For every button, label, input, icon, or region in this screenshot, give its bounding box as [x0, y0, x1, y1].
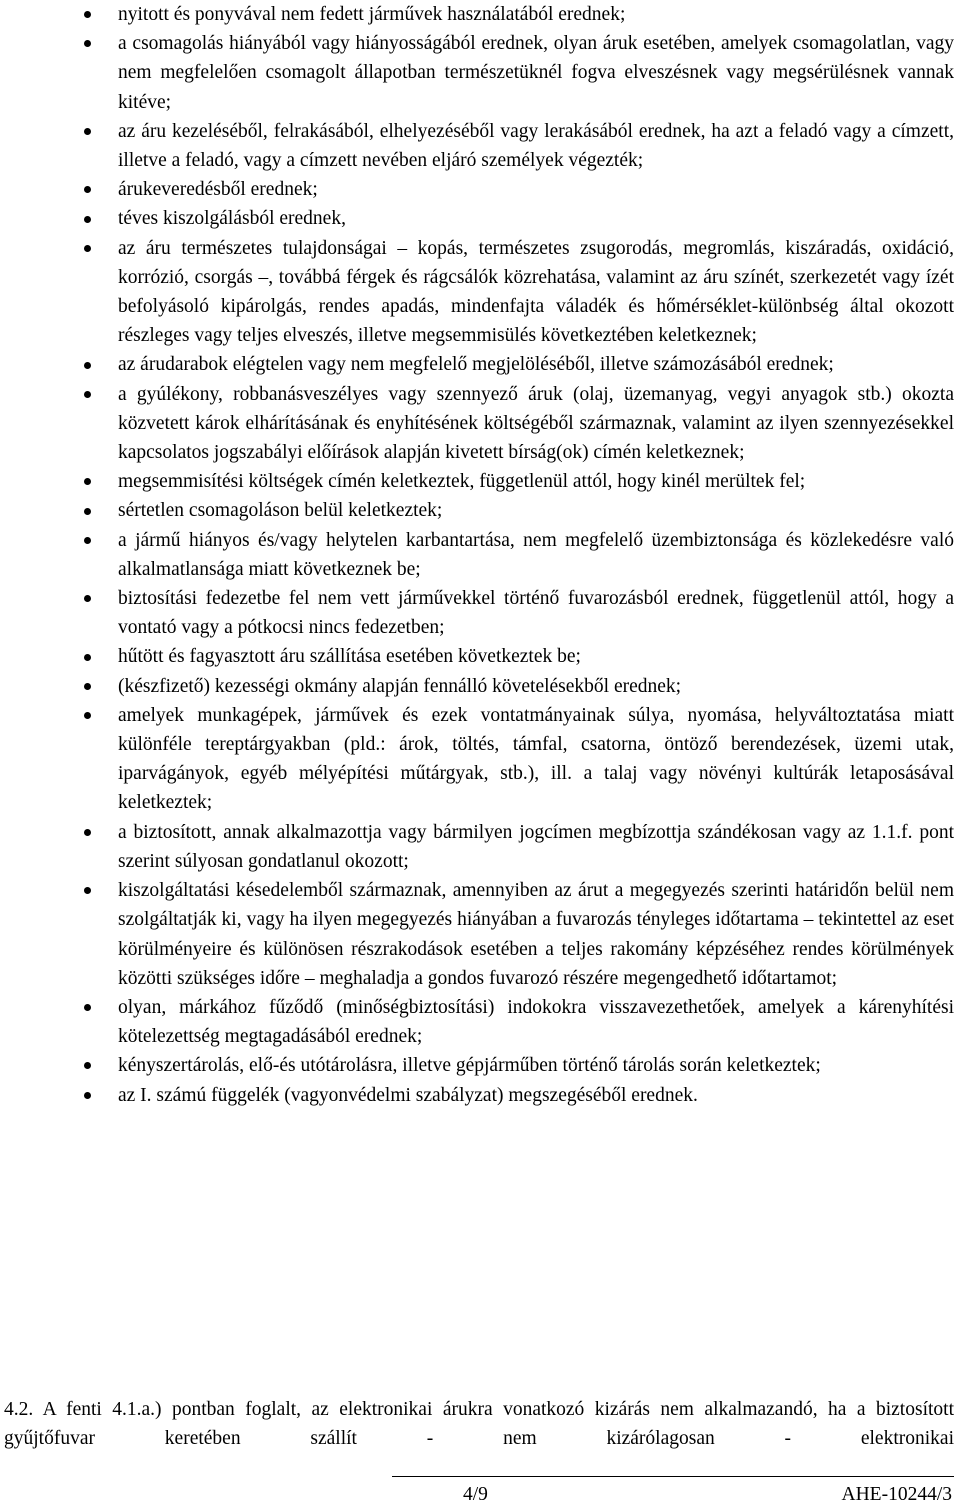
bullet-dot-icon — [80, 526, 94, 555]
bullet-dot-icon — [80, 175, 94, 204]
list-item-text: megsemmisítési költségek címén keletkeztek, függetlenül attól, hogy kinél merültek fel; — [118, 471, 806, 493]
list-item — [0, 642, 960, 671]
list-item — [0, 672, 960, 701]
list-item — [0, 876, 960, 993]
list-item-text: hűtött és fagyasztott áru szállítása esetében következtek be; — [118, 646, 581, 668]
bullet-dot-icon — [80, 1081, 94, 1110]
bullet-dot-icon — [80, 29, 94, 58]
bullet-dot-icon — [80, 818, 94, 847]
section-4-2-paragraph: 4.2. A fenti 4.1.a.) pontban foglalt, az elektronikai árukra vonatkozó kizárás nem alkalmazandó, ha a biztosított gyűjtőfuvar keretében szállít - nem kizárólagosan - elektronikai — [4, 1399, 954, 1450]
page-number: 4/9 — [463, 1484, 488, 1505]
list-item-text: kényszertárolás, elő-és utótárolásra, illetve gépjárműben történő tárolás során keletkeztek; — [118, 1055, 821, 1077]
bullet-dot-icon — [80, 0, 94, 29]
list-item — [0, 234, 960, 351]
list-item-text: amelyek munkagépek, járművek és ezek vontatmányainak súlya, nyomása, helyváltoztatása miatt különféle tereptárgyakban (pld.: árok, töltés, támfal, csatorna, öntöző berendezések, üzemi utak, iparvágányok, egyéb mélyépítési műtárgyak, stb.), ill. a talaj vagy növényi kultúrák letaposásával keletkeztek; — [118, 704, 954, 814]
bullet-dot-icon — [80, 584, 94, 613]
list-item-text: a biztosított, annak alkalmazottja vagy bármilyen jogcímen megbízottja szándékosan vagy az 1.1.f. pont szerint súlyosan gondatlanul okozott; — [118, 821, 954, 872]
list-item-text: az áru természetes tulajdonságai – kopás, természetes zsugorodás, megromlás, kiszáradás, oxidáció, korrózió, csorgás –, továbbá férgek és rágcsálók közrehatása, valamint az áru színét, szerkezetét vagy ízét befolyásoló kipárolgás, rendes apadás, mindenfajta váladék és hőmérséklet-különbség által okozott részleges vagy teljes elveszés, illetve megsemmisülés következtében keletkeznek; — [118, 237, 954, 347]
list-item — [0, 350, 960, 379]
list-item — [0, 117, 960, 175]
list-item-text: a gyúlékony, robbanásveszélyes vagy szennyező áruk (olaj, üzemanyag, vegyi anyagok stb.) okozta közvetett károk elhárításának és enyhítésének költségéből származnak, valamint az ilyen szennyezésekkel kapcsolatos jogszabályi előírások alapján kivetett bírság(ok) címén keletkeznek; — [118, 383, 954, 464]
list-item — [0, 1051, 960, 1080]
list-item-text: kiszolgáltatási késedelemből származnak, amennyiben az árut a megegyezés szerinti határidőn belül nem szolgáltatják ki, vagy ha ilyen megegyezés hiányában a fuvarozás tényleges időtartama – tekintettel az eset körülményeire és különösen részrakodások esetében a teljes rakomány képzéséhez rendes körülmények közötti szükséges időre – meghaladja a gondos fuvarozó részére megengedhető időtartamot; — [118, 880, 954, 989]
list-item — [0, 584, 960, 642]
document-code: AHE-10244/3 — [841, 1484, 952, 1505]
bullet-dot-icon — [80, 204, 94, 233]
list-item-text: biztosítási fedezetbe fel nem vett járművekkel történő fuvarozásból erednek, függetlenül attól, hogy a vontató vagy a pótkocsi nincs fedezetben; — [118, 588, 954, 639]
list-item-text: nyitott és ponyvával nem fedett járművek használatából erednek; — [118, 4, 626, 25]
list-item — [0, 701, 960, 818]
bullet-dot-icon — [80, 876, 94, 905]
list-item-text: téves kiszolgálásból erednek, — [118, 208, 346, 230]
bullet-dot-icon — [80, 701, 94, 730]
list-item-text: az árudarabok elégtelen vagy nem megfelelő megjelöléséből, illetve számozásából erednek; — [118, 354, 834, 376]
list-item-text: sértetlen csomagoláson belül keletkeztek; — [118, 500, 443, 522]
bullet-dot-icon — [80, 496, 94, 525]
bullet-dot-icon — [80, 642, 94, 671]
list-item-text: a jármű hiányos és/vagy helytelen karbantartása, nem megfelelő üzembiztonsága és közlekedésre való alkalmatlansága miatt következnek be; — [118, 529, 954, 580]
list-item — [0, 380, 960, 468]
bullet-dot-icon — [80, 1051, 94, 1080]
footer-divider — [392, 1476, 954, 1477]
list-item — [0, 0, 960, 29]
list-item-text: (készfizető) kezességi okmány alapján fennálló követelésekből erednek; — [118, 675, 682, 697]
bullet-dot-icon — [80, 380, 94, 409]
list-item — [0, 29, 960, 117]
bullet-dot-icon — [80, 117, 94, 146]
list-item — [0, 175, 960, 204]
list-item — [0, 818, 960, 876]
list-item — [0, 993, 960, 1051]
list-item-text: a csomagolás hiányából vagy hiányosságából erednek, olyan áruk esetében, amelyek csomagolatlan, vagy nem megfelelően csomagolt állapotban természetüknél fogva elveszésnek vagy megsérülésnek vannak kitéve; — [118, 33, 954, 113]
list-item-text: az I. számú függelék (vagyonvédelmi szabályzat) megszegéséből erednek. — [118, 1084, 698, 1106]
bullet-dot-icon — [80, 234, 94, 263]
bullet-dot-icon — [80, 350, 94, 379]
list-item — [0, 526, 960, 584]
list-item — [0, 1081, 960, 1110]
bullet-dot-icon — [80, 993, 94, 1022]
bullet-dot-icon — [80, 672, 94, 701]
list-item-text: az áru kezeléséből, felrakásából, elhelyezéséből vagy lerakásából erednek, ha azt a feladó vagy a címzett, illetve a feladó, vagy a címzett nevében eljáró személyek végezték; — [118, 120, 954, 172]
bullet-dot-icon — [80, 467, 94, 496]
list-item-text: árukeveredésből erednek; — [118, 179, 318, 201]
list-item — [0, 496, 960, 525]
list-item-text: olyan, márkához fűződő (minőségbiztosítási) indokokra visszavezethetőek, amelyek a kárenyhítési kötelezettség megtagadásából erednek; — [118, 996, 954, 1048]
list-item — [0, 204, 960, 233]
list-item — [0, 467, 960, 496]
